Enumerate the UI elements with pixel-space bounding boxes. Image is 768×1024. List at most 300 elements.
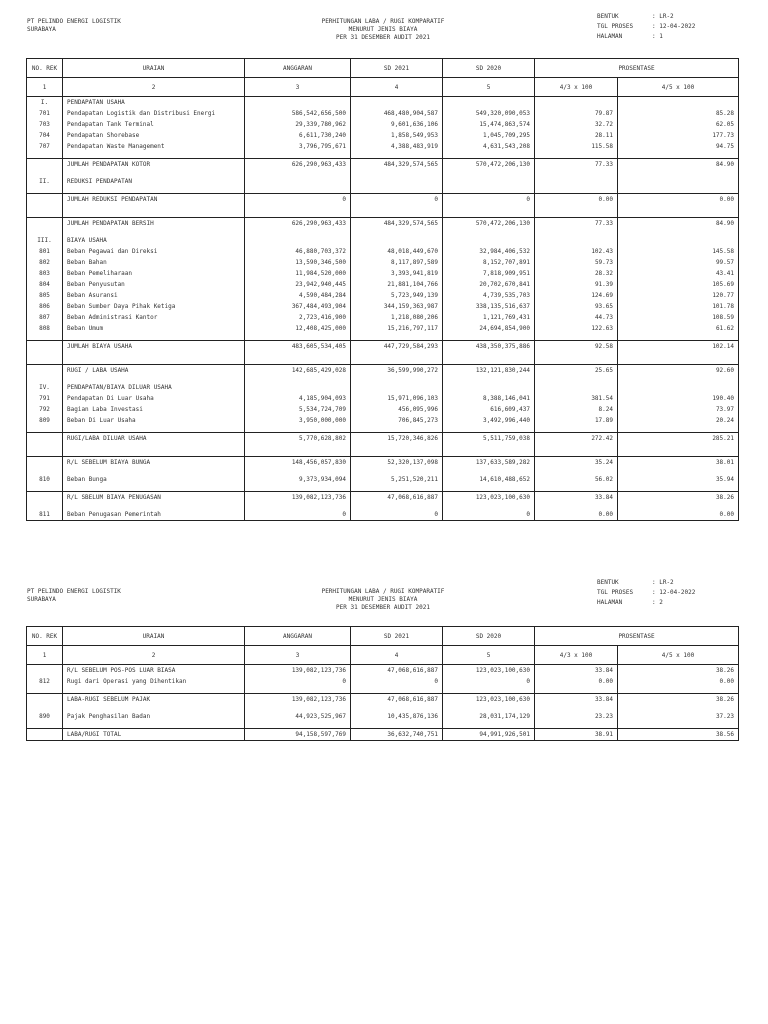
description: Pendapatan Waste Management (63, 141, 245, 152)
sd2021-value: 15,216,797,117 (351, 323, 443, 334)
description: Beban Pemeliharaan (63, 268, 245, 279)
company-header (27, 18, 121, 34)
sd2021-value: 706,845,273 (351, 415, 443, 426)
description: REDUKSI PENDAPATAN (63, 176, 245, 187)
anggaran-value: 44,923,525,967 (245, 711, 351, 722)
description: RUGI / LABA USAHA (63, 365, 245, 377)
pct-4-5-value: 0.00 (618, 194, 739, 206)
anggaran-value: 13,590,346,500 (245, 257, 351, 268)
anggaran-value: 0 (245, 509, 351, 521)
table-row (27, 130, 739, 141)
table-row (27, 159, 739, 171)
sd2021-value: 48,018,449,670 (351, 246, 443, 257)
table-row (27, 457, 739, 469)
sd2020-value (443, 382, 535, 393)
sd2020-value: 132,121,830,244 (443, 365, 535, 377)
pct-4-5-value: 20.24 (618, 415, 739, 426)
description: R/L SBELUM BIAYA PENUGASAN (63, 492, 245, 504)
sd2020-value: 4,631,543,208 (443, 141, 535, 152)
anggaran-value: 23,942,940,445 (245, 279, 351, 290)
col-header-uraian: URAIAN (63, 59, 245, 78)
description: LABA-RUGI SEBELUM PAJAK (63, 694, 245, 706)
sd2021-value: 5,251,520,211 (351, 474, 443, 485)
sd2020-value: 7,818,909,951 (443, 268, 535, 279)
pct-4-3-value: 0.00 (535, 509, 618, 521)
account-number (27, 194, 63, 206)
anggaran-value: 5,534,724,709 (245, 404, 351, 415)
pct-4-3-value: 59.73 (535, 257, 618, 268)
pct-4-5-value: 38.01 (618, 457, 739, 469)
sd2020-value (443, 235, 535, 246)
anggaran-value: 29,339,780,962 (245, 119, 351, 130)
account-number (27, 665, 63, 677)
sd2021-value: 484,329,574,565 (351, 218, 443, 230)
sd2021-value: 36,599,990,272 (351, 365, 443, 377)
sd2021-value: 484,329,574,565 (351, 159, 443, 171)
pct-4-5-value: 62.05 (618, 119, 739, 130)
description: Rugi dari Operasi yang Dihentikan (63, 676, 245, 687)
anggaran-value: 483,605,534,405 (245, 341, 351, 353)
description: Beban Bunga (63, 474, 245, 485)
anggaran-value: 11,984,520,000 (245, 268, 351, 279)
sd2021-value: 456,095,996 (351, 404, 443, 415)
description: R/L SEBELUM BIAYA BUNGA (63, 457, 245, 469)
account-number: II. (27, 176, 63, 187)
account-number: 792 (27, 404, 63, 415)
income-statement-table-2 (26, 626, 739, 741)
pct-4-3-value: 17.89 (535, 415, 618, 426)
description: Pendapatan Shorebase (63, 130, 245, 141)
pct-4-3-value (535, 176, 618, 187)
account-number (27, 694, 63, 706)
anggaran-value: 0 (245, 676, 351, 687)
sd2021-value: 1,218,080,206 (351, 312, 443, 323)
table-row (27, 711, 739, 722)
pct-4-3-value: 33.84 (535, 665, 618, 677)
description: Beban Pegawai dan Direksi (63, 246, 245, 257)
col-number-1: 1 (27, 78, 63, 97)
pct-4-3-value: 35.24 (535, 457, 618, 469)
table-row (27, 268, 739, 279)
account-number: 811 (27, 509, 63, 521)
halaman-label: HALAMAN (597, 599, 623, 606)
pct-4-3-value: 122.63 (535, 323, 618, 334)
account-number (27, 729, 63, 741)
pct-4-5-value: 99.57 (618, 257, 739, 268)
anggaran-value: 139,082,123,736 (245, 694, 351, 706)
pct-4-3-value (535, 235, 618, 246)
description: R/L SEBELUM POS-POS LUAR BIASA (63, 665, 245, 677)
report-title-line-3: PER 31 DESEMBER AUDIT 2021 (336, 604, 430, 611)
pct-4-5-value (618, 97, 739, 109)
income-statement-table-1 (26, 58, 739, 521)
sd2021-value: 468,480,904,587 (351, 108, 443, 119)
pct-4-5-value: 285.21 (618, 433, 739, 445)
table-row (27, 141, 739, 152)
col-number-4: 4 (351, 78, 443, 97)
anggaran-value: 3,950,000,000 (245, 415, 351, 426)
anggaran-value (245, 176, 351, 187)
account-number: 812 (27, 676, 63, 687)
table-row (27, 729, 739, 741)
pct-4-3-value: 91.39 (535, 279, 618, 290)
table-row (27, 235, 739, 246)
anggaran-value: 148,456,057,830 (245, 457, 351, 469)
sd2021-value: 3,393,941,819 (351, 268, 443, 279)
anggaran-value: 139,082,123,736 (245, 492, 351, 504)
account-number: I. (27, 97, 63, 109)
col-header-sd2021: SD 2021 (351, 59, 443, 78)
sd2021-value: 47,068,616,887 (351, 694, 443, 706)
description: Bagian Laba Investasi (63, 404, 245, 415)
account-number: 791 (27, 393, 63, 404)
pct-4-5-value: 37.23 (618, 711, 739, 722)
report-title-line-1: PERHITUNGAN LABA / RUGI KOMPARATIF (321, 588, 445, 595)
table-row (27, 290, 739, 301)
pct-4-5-value: 38.26 (618, 665, 739, 677)
col-header-pct-4-5: 4/5 x 100 (618, 78, 739, 97)
tgl-proses-label: TGL PROSES (597, 23, 634, 30)
account-number: 707 (27, 141, 63, 152)
account-number (27, 492, 63, 504)
description: JUMLAH REDUKSI PENDAPATAN (63, 194, 245, 206)
sd2020-value: 0 (443, 676, 535, 687)
sd2020-value: 123,023,100,630 (443, 492, 535, 504)
pct-4-3-value: 93.65 (535, 301, 618, 312)
description: Beban Sumber Daya Pihak Ketiga (63, 301, 245, 312)
table-row (27, 415, 739, 426)
company-header (27, 588, 121, 604)
sd2021-value: 0 (351, 676, 443, 687)
pct-4-3-value: 33.84 (535, 694, 618, 706)
description: JUMLAH BIAYA USAHA (63, 341, 245, 353)
sd2021-value: 36,632,740,751 (351, 729, 443, 741)
sd2021-value (351, 176, 443, 187)
anggaran-value: 0 (245, 194, 351, 206)
pct-4-5-value: 94.75 (618, 141, 739, 152)
table-row (27, 279, 739, 290)
sd2021-value: 47,068,616,887 (351, 492, 443, 504)
table-row (27, 665, 739, 677)
pct-4-5-value: 0.00 (618, 676, 739, 687)
account-number (27, 433, 63, 445)
col-number-3: 3 (245, 78, 351, 97)
description: JUMLAH PENDAPATAN KOTOR (63, 159, 245, 171)
description: LABA/RUGI TOTAL (63, 729, 245, 741)
account-number: 802 (27, 257, 63, 268)
pct-4-5-value: 120.77 (618, 290, 739, 301)
sd2021-value: 0 (351, 509, 443, 521)
halaman-value: : 1 (652, 33, 663, 40)
sd2021-value (351, 382, 443, 393)
pct-4-3-value: 8.24 (535, 404, 618, 415)
sd2020-value: 4,739,535,703 (443, 290, 535, 301)
sd2020-value: 616,609,437 (443, 404, 535, 415)
pct-4-5-value: 105.69 (618, 279, 739, 290)
pct-4-3-value: 124.69 (535, 290, 618, 301)
report-title-line-2: MENURUT JENIS BIAYA (348, 26, 418, 33)
sd2020-value: 338,135,516,637 (443, 301, 535, 312)
account-number (27, 341, 63, 353)
col-header-pct-4-3: 4/3 x 100 (535, 78, 618, 97)
sd2021-value (351, 97, 443, 109)
col-number-2: 2 (63, 646, 245, 665)
sd2020-value: 137,633,589,282 (443, 457, 535, 469)
sd2021-value: 21,881,104,766 (351, 279, 443, 290)
anggaran-value (245, 97, 351, 109)
pct-4-3-value (535, 382, 618, 393)
anggaran-value: 46,880,703,372 (245, 246, 351, 257)
anggaran-value: 2,723,416,900 (245, 312, 351, 323)
bentuk-label: BENTUK (597, 579, 619, 586)
anggaran-value: 586,542,656,500 (245, 108, 351, 119)
table-row (27, 694, 739, 706)
account-number: 803 (27, 268, 63, 279)
account-number (27, 159, 63, 171)
col-header-pct-4-3: 4/3 x 100 (535, 646, 618, 665)
sd2020-value: 0 (443, 509, 535, 521)
description: RUGI/LABA DILUAR USAHA (63, 433, 245, 445)
pct-4-3-value: 44.73 (535, 312, 618, 323)
description: Pendapatan Di Luar Usaha (63, 393, 245, 404)
anggaran-value: 367,484,493,904 (245, 301, 351, 312)
sd2020-value: 28,031,174,129 (443, 711, 535, 722)
sd2020-value: 570,472,206,130 (443, 218, 535, 230)
col-header-anggaran: ANGGARAN (245, 627, 351, 646)
description: PENDAPATAN/BIAYA DILUAR USAHA (63, 382, 245, 393)
anggaran-value (245, 382, 351, 393)
description: Pendapatan Tank Terminal (63, 119, 245, 130)
description: Pendapatan Logistik dan Distribusi Energi (63, 108, 245, 119)
anggaran-value: 12,408,425,000 (245, 323, 351, 334)
anggaran-value: 142,685,429,028 (245, 365, 351, 377)
pct-4-5-value: 108.59 (618, 312, 739, 323)
sd2020-value: 8,152,707,891 (443, 257, 535, 268)
pct-4-5-value: 38.26 (618, 694, 739, 706)
account-number (27, 457, 63, 469)
sd2021-value: 1,858,549,953 (351, 130, 443, 141)
col-number-5: 5 (443, 646, 535, 665)
table-row (27, 365, 739, 377)
col-number-4: 4 (351, 646, 443, 665)
description: BIAYA USAHA (63, 235, 245, 246)
col-header-sd2021: SD 2021 (351, 627, 443, 646)
anggaran-value: 3,796,795,671 (245, 141, 351, 152)
description: Beban Bahan (63, 257, 245, 268)
sd2020-value: 32,984,406,532 (443, 246, 535, 257)
sd2020-value: 570,472,206,130 (443, 159, 535, 171)
pct-4-5-value (618, 235, 739, 246)
col-header-pct-4-5: 4/5 x 100 (618, 646, 739, 665)
col-header-anggaran: ANGGARAN (245, 59, 351, 78)
sd2021-value: 9,601,636,106 (351, 119, 443, 130)
company-city: SURABAYA (27, 596, 56, 603)
tgl-proses-value: : 12-04-2022 (652, 589, 696, 596)
sd2020-value: 438,350,375,886 (443, 341, 535, 353)
sd2020-value: 5,511,759,038 (443, 433, 535, 445)
pct-4-3-value: 38.91 (535, 729, 618, 741)
bentuk-value: : LR-2 (652, 579, 674, 586)
table-row (27, 246, 739, 257)
anggaran-value: 4,185,904,093 (245, 393, 351, 404)
sd2020-value: 0 (443, 194, 535, 206)
table-row (27, 382, 739, 393)
account-number: 804 (27, 279, 63, 290)
company-name: PT PELINDO ENERGI LOGISTIK (27, 18, 121, 25)
pct-4-5-value: 92.60 (618, 365, 739, 377)
description: Beban Penugasan Pemerintah (63, 509, 245, 521)
pct-4-5-value: 38.56 (618, 729, 739, 741)
pct-4-5-value: 102.14 (618, 341, 739, 353)
anggaran-value: 139,082,123,736 (245, 665, 351, 677)
description: PENDAPATAN USAHA (63, 97, 245, 109)
pct-4-5-value: 145.58 (618, 246, 739, 257)
description: Beban Asuransi (63, 290, 245, 301)
pct-4-3-value: 25.65 (535, 365, 618, 377)
description: JUMLAH PENDAPATAN BERSIH (63, 218, 245, 230)
col-number-1: 1 (27, 646, 63, 665)
anggaran-value: 6,611,730,240 (245, 130, 351, 141)
account-number: 701 (27, 108, 63, 119)
sd2021-value: 10,435,876,136 (351, 711, 443, 722)
col-number-5: 5 (443, 78, 535, 97)
sd2021-value: 4,388,483,919 (351, 141, 443, 152)
account-number: 810 (27, 474, 63, 485)
table-row (27, 119, 739, 130)
pct-4-5-value: 84.90 (618, 218, 739, 230)
account-number: 805 (27, 290, 63, 301)
col-header-no-rek: NO. REK (27, 59, 63, 78)
col-header-sd2020: SD 2020 (443, 59, 535, 78)
account-number: 806 (27, 301, 63, 312)
col-header-prosentase: PROSENTASE (535, 627, 739, 646)
col-header-prosentase: PROSENTASE (535, 59, 739, 78)
col-header-no-rek: NO. REK (27, 627, 63, 646)
pct-4-5-value: 73.97 (618, 404, 739, 415)
account-number (27, 218, 63, 230)
sd2021-value: 52,320,137,098 (351, 457, 443, 469)
pct-4-5-value: 84.90 (618, 159, 739, 171)
pct-4-5-value (618, 382, 739, 393)
col-header-sd2020: SD 2020 (443, 627, 535, 646)
table-row (27, 108, 739, 119)
pct-4-5-value (618, 176, 739, 187)
col-header-uraian: URAIAN (63, 627, 245, 646)
pct-4-5-value: 35.94 (618, 474, 739, 485)
table-row (27, 404, 739, 415)
pct-4-3-value: 32.72 (535, 119, 618, 130)
description: Pajak Penghasilan Badan (63, 711, 245, 722)
col-number-3: 3 (245, 646, 351, 665)
sd2020-value: 20,702,670,841 (443, 279, 535, 290)
sd2020-value: 1,121,769,431 (443, 312, 535, 323)
pct-4-3-value: 77.33 (535, 159, 618, 171)
sd2021-value: 15,971,096,103 (351, 393, 443, 404)
report-meta (597, 578, 695, 608)
table-row (27, 257, 739, 268)
sd2021-value: 5,723,949,139 (351, 290, 443, 301)
report-title (283, 18, 483, 42)
sd2020-value (443, 176, 535, 187)
report-title-line-2: MENURUT JENIS BIAYA (348, 596, 418, 603)
sd2021-value: 0 (351, 194, 443, 206)
description: Beban Umum (63, 323, 245, 334)
anggaran-value: 626,290,963,433 (245, 159, 351, 171)
report-title (283, 588, 483, 612)
anggaran-value: 4,590,484,284 (245, 290, 351, 301)
table-row (27, 301, 739, 312)
account-number: 807 (27, 312, 63, 323)
pct-4-3-value: 0.00 (535, 194, 618, 206)
sd2021-value: 344,159,363,987 (351, 301, 443, 312)
table-row (27, 393, 739, 404)
table-row (27, 433, 739, 445)
pct-4-3-value: 272.42 (535, 433, 618, 445)
report-title-line-1: PERHITUNGAN LABA / RUGI KOMPARATIF (321, 18, 445, 25)
table-row (27, 194, 739, 206)
anggaran-value: 5,770,628,802 (245, 433, 351, 445)
account-number (27, 365, 63, 377)
halaman-label: HALAMAN (597, 33, 623, 40)
anggaran-value (245, 235, 351, 246)
sd2021-value: 8,117,897,589 (351, 257, 443, 268)
table-row (27, 474, 739, 485)
pct-4-3-value (535, 97, 618, 109)
pct-4-3-value: 79.87 (535, 108, 618, 119)
pct-4-5-value: 43.41 (618, 268, 739, 279)
pct-4-3-value: 28.11 (535, 130, 618, 141)
sd2020-value (443, 97, 535, 109)
report-title-line-3: PER 31 DESEMBER AUDIT 2021 (336, 34, 430, 41)
pct-4-3-value: 77.33 (535, 218, 618, 230)
account-number: 890 (27, 711, 63, 722)
table-row (27, 341, 739, 353)
anggaran-value: 9,373,934,094 (245, 474, 351, 485)
sd2021-value: 47,068,616,887 (351, 665, 443, 677)
table-row (27, 218, 739, 230)
tgl-proses-label: TGL PROSES (597, 589, 634, 596)
pct-4-3-value: 56.02 (535, 474, 618, 485)
pct-4-5-value: 85.28 (618, 108, 739, 119)
table-row (27, 676, 739, 687)
sd2020-value: 15,474,863,574 (443, 119, 535, 130)
description: Beban Penyusutan (63, 279, 245, 290)
sd2021-value: 15,720,346,826 (351, 433, 443, 445)
account-number: 809 (27, 415, 63, 426)
sd2020-value: 94,991,926,501 (443, 729, 535, 741)
anggaran-value: 94,158,597,769 (245, 729, 351, 741)
tgl-proses-value: : 12-04-2022 (652, 23, 696, 30)
sd2020-value: 549,320,090,053 (443, 108, 535, 119)
table-row (27, 312, 739, 323)
sd2021-value: 447,729,584,293 (351, 341, 443, 353)
description: Beban Di Luar Usaha (63, 415, 245, 426)
pct-4-3-value: 28.32 (535, 268, 618, 279)
col-number-2: 2 (63, 78, 245, 97)
pct-4-3-value: 23.23 (535, 711, 618, 722)
pct-4-5-value: 101.78 (618, 301, 739, 312)
pct-4-3-value: 0.00 (535, 676, 618, 687)
anggaran-value: 626,290,963,433 (245, 218, 351, 230)
sd2020-value: 123,023,100,630 (443, 665, 535, 677)
account-number: 704 (27, 130, 63, 141)
pct-4-5-value: 177.73 (618, 130, 739, 141)
pct-4-5-value: 190.40 (618, 393, 739, 404)
account-number: IV. (27, 382, 63, 393)
account-number: 801 (27, 246, 63, 257)
halaman-value: : 2 (652, 599, 663, 606)
pct-4-5-value: 38.26 (618, 492, 739, 504)
